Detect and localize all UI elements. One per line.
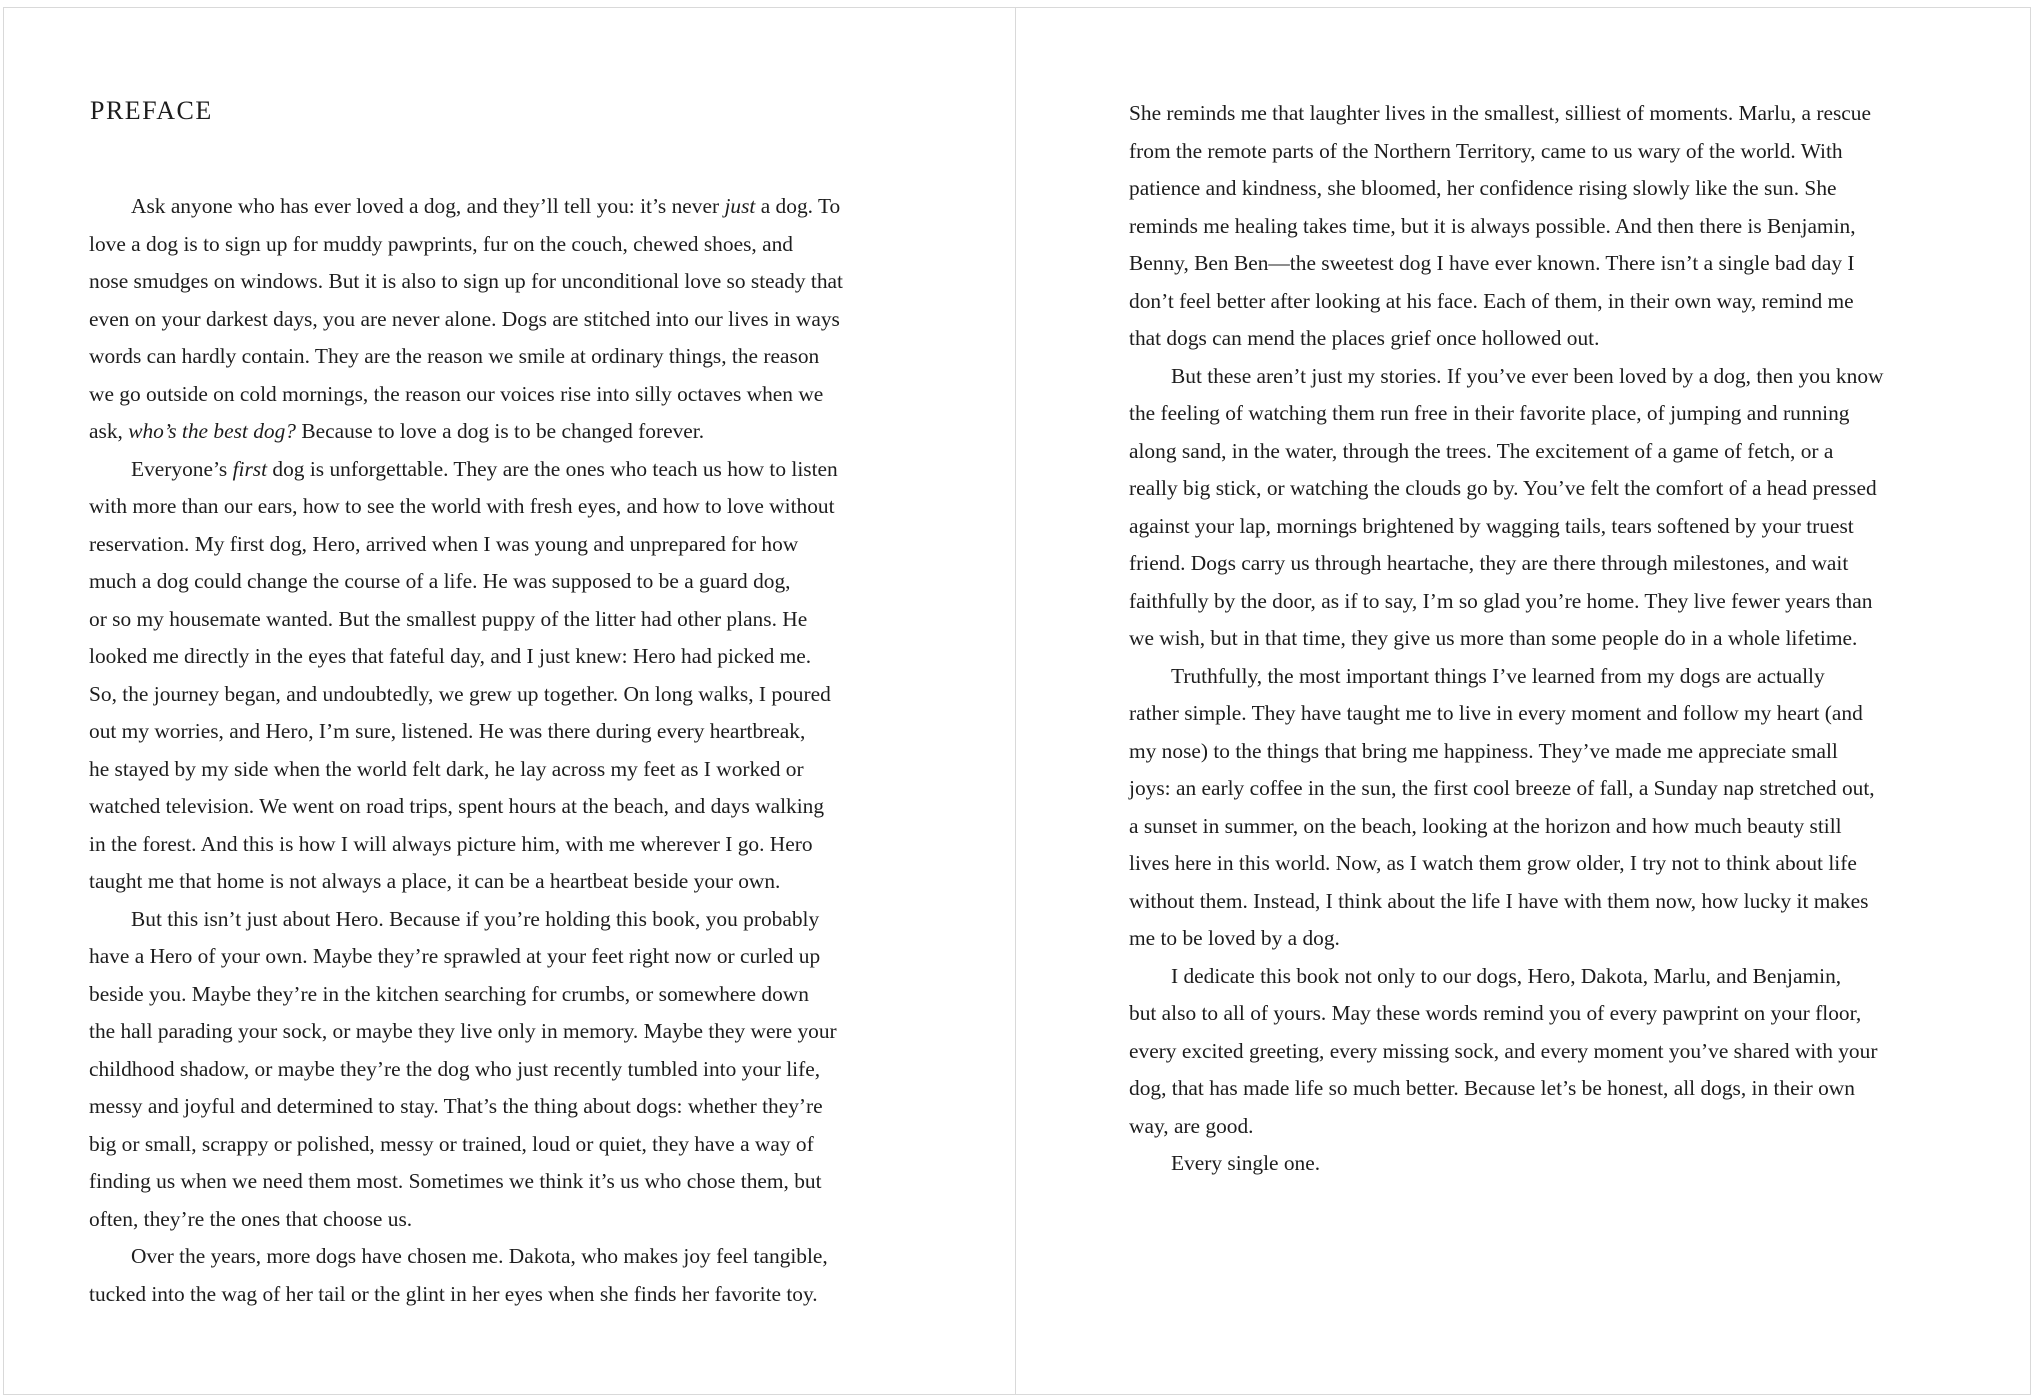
text-line — [89, 1163, 907, 1201]
text-line — [1129, 733, 1961, 771]
text-run: ask, — [89, 419, 129, 443]
text-run: really big stick, or watching the clouds go by. You’ve felt the comfort of a head pressed — [1129, 476, 1877, 500]
text-line — [89, 263, 907, 301]
text-run: along sand, in the water, through the trees. The excitement of a game of fetch, or a — [1129, 438, 1834, 463]
text-line — [1129, 95, 1961, 133]
italic-text: who’s the best dog? — [128, 419, 296, 443]
text-run: way, are good. — [1129, 1113, 1254, 1138]
right-page — [1015, 7, 2031, 1395]
text-run: So, the journey began, and undoubtedly, we grew up together. On long walks, I poured — [89, 681, 831, 706]
text-run: beside you. Maybe they’re in the kitchen searching for crumbs, or somewhere down — [89, 981, 809, 1006]
text-line — [89, 1088, 907, 1126]
chapter-heading: PREFACE — [90, 96, 213, 125]
text-run: Ask anyone who has ever loved a dog, and they’ll tell you: it’s never — [131, 194, 725, 218]
text-run: the feeling of watching them run free in their favorite place, of jumping and running — [1129, 401, 1850, 425]
text-line — [89, 938, 907, 976]
text-run: taught me that home is not always a place, it can be a heartbeat beside your own. — [89, 869, 781, 893]
text-line — [89, 1126, 907, 1164]
text-run: we wish, but in that time, they give us more than some people do in a whole lifetime. — [1129, 626, 1858, 650]
text-line — [1129, 470, 1961, 508]
text-run: we go outside on cold mornings, the reason our voices rise into silly octaves when we — [89, 381, 824, 406]
text-line — [1129, 995, 1961, 1033]
text-run: a sunset in summer, on the beach, looking at the horizon and how much beauty still — [1129, 813, 1842, 838]
text-run: Everyone’s — [131, 456, 233, 481]
text-line — [89, 863, 907, 901]
text-line — [89, 1051, 907, 1089]
text-line — [1129, 1033, 1961, 1071]
text-run: out my worries, and Hero, I’m sure, listened. He was there during every heartbreak, — [89, 719, 806, 743]
text-run: But these aren’t just my stories. If you’ve ever been loved by a dog, then you know — [1171, 363, 1884, 388]
text-line — [1129, 133, 1961, 171]
text-line — [89, 638, 907, 676]
text-line — [89, 451, 907, 489]
text-run: patience and kindness, she bloomed, her confidence rising slowly like the sun. She — [1129, 176, 1837, 200]
text-run: Over the years, more dogs have chosen me. Dakota, who makes joy feel tangible, — [131, 1244, 828, 1268]
text-line — [1129, 920, 1961, 958]
text-run: without them. Instead, I think about the life I have with them now, how lucky it makes — [1129, 888, 1869, 913]
text-line — [89, 826, 907, 864]
italic-text: just — [724, 194, 756, 218]
text-run: have a Hero of your own. Maybe they’re sprawled at your feet right now or curled up — [89, 944, 821, 968]
text-line — [89, 901, 907, 939]
text-run: reminds me healing takes time, but it is always possible. And then there is Benjamin, — [1129, 213, 1856, 238]
text-run: I dedicate this book not only to our dogs, Hero, Dakota, Marlu, and Benjamin, — [1171, 963, 1842, 988]
text-run: words can hardly contain. They are the reason we smile at ordinary things, the reason — [89, 344, 820, 368]
text-line — [1129, 883, 1961, 921]
text-run: Every single one. — [1171, 1151, 1321, 1175]
text-line — [1129, 245, 1961, 283]
text-line — [1129, 508, 1961, 546]
text-line — [1129, 358, 1961, 396]
text-line — [1129, 695, 1961, 733]
text-line — [1129, 808, 1961, 846]
text-line — [1129, 208, 1961, 246]
text-run: or so my housemate wanted. But the smallest puppy of the litter had other plans. He — [89, 606, 808, 631]
text-run: rather simple. They have taught me to live in every moment and follow my heart (and — [1129, 701, 1863, 725]
text-run: big or small, scrappy or polished, messy or trained, loud or quiet, they have a way of — [89, 1131, 814, 1156]
text-line — [89, 1201, 907, 1239]
text-run: dog, that has made life so much better. Because let’s be honest, all dogs, in their own — [1129, 1076, 1855, 1100]
text-line — [89, 526, 907, 564]
text-line — [89, 563, 907, 601]
text-line — [89, 301, 907, 339]
text-run: childhood shadow, or maybe they’re the dog who just recently tumbled into your life, — [89, 1056, 821, 1081]
text-line — [89, 713, 907, 751]
text-run: finding us when we need them most. Sometimes we think it’s us who chose them, but — [89, 1169, 822, 1193]
text-run: me to be loved by a dog. — [1129, 926, 1340, 950]
text-line — [89, 1276, 907, 1314]
text-line — [1129, 620, 1961, 658]
text-run: but also to all of yours. May these words remind you of every pawprint on your floor, — [1129, 1001, 1862, 1025]
text-line — [89, 1238, 907, 1276]
text-run: watched television. We went on road trips, spent hours at the beach, and days walking — [89, 794, 825, 818]
text-run: reservation. My first dog, Hero, arrived when I was young and unprepared for how — [89, 531, 799, 556]
text-run: Because to love a dog is to be changed forever. — [295, 419, 705, 443]
text-run: don’t feel better after looking at his face. Each of them, in their own way, remind me — [1129, 288, 1854, 313]
text-run: love a dog is to sign up for muddy pawprints, fur on the couch, chewed shoes, and — [89, 231, 793, 256]
text-line — [89, 788, 907, 826]
text-line — [1129, 1145, 1961, 1183]
text-line — [1129, 545, 1961, 583]
text-run: messy and joyful and determined to stay. That’s the thing about dogs: whether they’re — [89, 1094, 823, 1118]
italic-text: first — [232, 456, 268, 481]
text-line — [89, 601, 907, 639]
text-line — [1129, 283, 1961, 321]
text-line — [89, 338, 907, 376]
text-line — [89, 188, 907, 226]
text-run: that dogs can mend the places grief once hollowed out. — [1129, 326, 1600, 350]
text-line — [89, 676, 907, 714]
text-run: lives here in this world. Now, as I watch them grow older, I try not to think about life — [1129, 851, 1857, 875]
text-run: joys: an early coffee in the sun, the first cool breeze of fall, a Sunday nap stretched out, — [1129, 776, 1875, 800]
text-run: he stayed by my side when the world felt dark, he lay across my feet as I worked or — [89, 756, 804, 781]
text-run: But this isn’t just about Hero. Because if you’re holding this book, you probably — [131, 906, 820, 931]
text-line — [89, 488, 907, 526]
text-run: looked me directly in the eyes that fateful day, and I just knew: Hero had picked me. — [89, 644, 812, 668]
text-run: nose smudges on windows. But it is also to sign up for unconditional love so steady that — [89, 269, 843, 293]
text-line — [1129, 658, 1961, 696]
text-line — [1129, 395, 1961, 433]
text-run: Truthfully, the most important things I’ve learned from my dogs are actually — [1171, 663, 1825, 688]
text-run: with more than our ears, how to see the world with fresh eyes, and how to love without — [89, 494, 835, 518]
text-line — [89, 1013, 907, 1051]
text-run: Benny, Ben Ben—the sweetest dog I have ever known. There isn’t a single bad day I — [1129, 251, 1855, 275]
text-line — [1129, 433, 1961, 471]
text-line — [1129, 170, 1961, 208]
text-line — [1129, 770, 1961, 808]
text-run: my nose) to the things that bring me happiness. They’ve made me appreciate small — [1129, 738, 1838, 763]
left-page — [3, 7, 1016, 1395]
text-line — [1129, 1108, 1961, 1146]
text-run: tucked into the wag of her tail or the glint in her eyes when she finds her favorite toy. — [89, 1281, 818, 1306]
text-run: a dog. To — [755, 194, 841, 218]
text-line — [89, 376, 907, 414]
text-line — [1129, 583, 1961, 621]
text-run: the hall parading your sock, or maybe they live only in memory. Maybe they were your — [89, 1019, 837, 1043]
right-page-body — [1129, 95, 1961, 1183]
text-run: against your lap, mornings brightened by wagging tails, tears softened by your truest — [1129, 513, 1854, 538]
text-run: dog is unforgettable. They are the ones who teach us how to listen — [267, 456, 838, 481]
text-run: often, they’re the ones that choose us. — [89, 1206, 413, 1231]
text-line — [89, 413, 907, 451]
left-page-body — [89, 188, 907, 1313]
text-run: She reminds me that laughter lives in the smallest, silliest of moments. Marlu, a rescue — [1129, 101, 1871, 125]
text-run: friend. Dogs carry us through heartache, they are there through milestones, and wait — [1129, 551, 1849, 575]
text-run: even on your darkest days, you are never alone. Dogs are stitched into our lives in ways — [89, 306, 840, 331]
text-line — [89, 976, 907, 1014]
text-line — [1129, 845, 1961, 883]
text-line — [1129, 320, 1961, 358]
text-run: from the remote parts of the Northern Territory, came to us wary of the world. With — [1129, 138, 1843, 163]
text-line — [1129, 958, 1961, 996]
text-line — [89, 751, 907, 789]
text-run: every excited greeting, every missing sock, and every moment you’ve shared with your — [1129, 1038, 1878, 1063]
text-run: faithfully by the door, as if to say, I’m so glad you’re home. They live fewer years than — [1129, 588, 1873, 613]
text-line — [1129, 1070, 1961, 1108]
text-line — [89, 226, 907, 264]
text-run: much a dog could change the course of a life. He was supposed to be a guard dog, — [89, 569, 791, 593]
text-run: in the forest. And this is how I will always picture him, with me wherever I go. Hero — [89, 831, 813, 856]
